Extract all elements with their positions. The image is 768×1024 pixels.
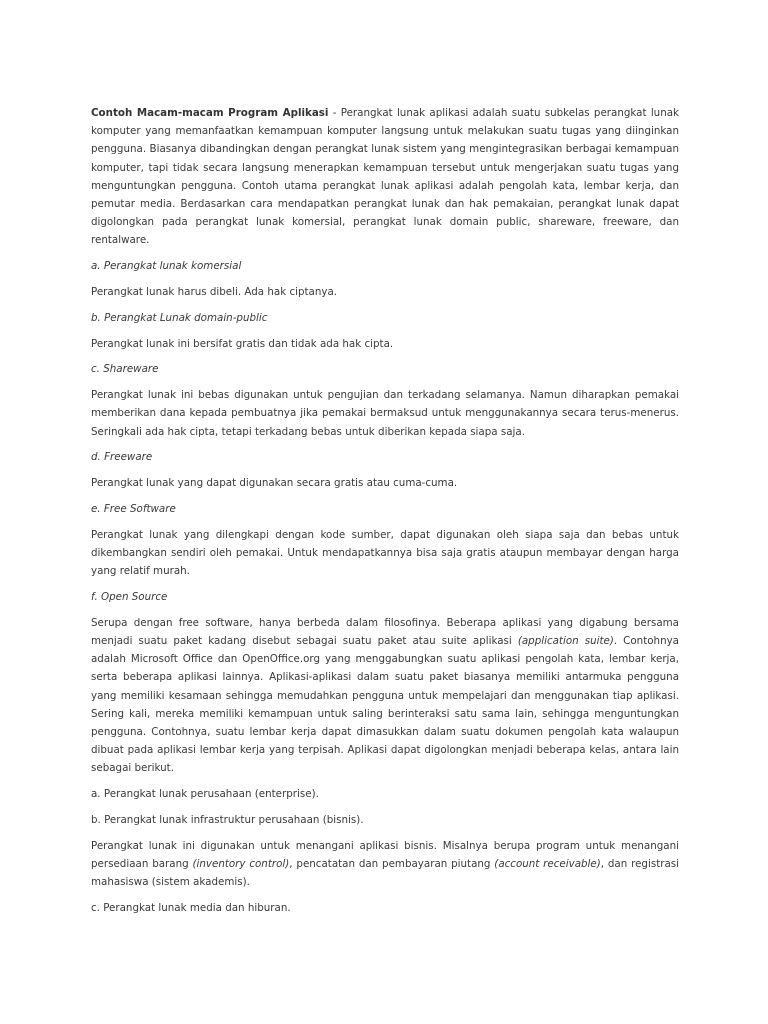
class-b-text-3: , dan registrasi mahasiswa (sistem akademis). <box>91 858 680 889</box>
open-source-text-1: Serupa dengan free software, hanya berbeda dalam filosofinya. Beberapa aplikasi yang digabung bersama menjadi suatu paket kadang disebut sebagai suatu paket atau suite aplikasi <box>91 616 679 647</box>
open-source-italic: (application suite) <box>517 635 614 647</box>
section-d-text: Perangkat lunak yang dapat digunakan secara gratis atau cuma-cuma. <box>91 477 458 490</box>
class-b-italic-1: (inventory control) <box>192 858 290 871</box>
document-body <box>91 104 679 925</box>
class-a-item: a. Perangkat lunak perusahaan (enterprise). <box>91 788 319 801</box>
section-e-text: Perangkat lunak yang dilengkapi dengan kode sumber, dapat digunakan oleh siapa saja dan bebas untuk dikembangkan sendiri oleh pemakai. Untuk mendapatkannya bisa saja gratis ataupun membayar dengan harga yang relatif murah. <box>91 528 679 578</box>
section-a-label: a. Perangkat lunak komersial <box>91 260 242 273</box>
section-c-text: Perangkat lunak ini bebas digunakan untuk pengujian dan terkadang selamanya. Namun diharapkan pemakai memberikan dana kepada pembuatnya jika pemakai bermaksud untuk menggunakannya secara terus-menerus. Seringkali ada hak cipta, tetapi terkadang bebas untuk diberikan kepada siapa saja. <box>91 389 679 438</box>
open-source-paragraph <box>91 614 679 778</box>
section-b-label: b. Perangkat Lunak domain-public <box>91 311 268 324</box>
section-a-text: Perangkat lunak harus dibeli. Ada hak ciptanya. <box>91 286 338 299</box>
section-e-label: e. Free Software <box>91 503 176 515</box>
open-source-text-2: . Contohnya adalah Microsoft Office dan OpenOffice.org yang menggabungkan suatu aplikasi pengolah kata, lembar kerja, serta beberapa aplikasi lainnya. Aplikasi-aplikasi dalam suatu paket biasanya memiliki antarmuka pengguna yang memiliki kesamaan sehingga memudahkan pengguna untuk mempelajari dan menggunakan tiap aplikasi. Sering kali, mereka memiliki kemampuan untuk saling berinteraksi satu sama lain, sehingga menguntungkan pengguna. Contohnya, suatu lembar kerja dapat dimasukkan dalam suatu dokumen pengolah kata walaupun dibuat pada aplikasi lembar kerja yang terpisah. Aplikasi dapat digolongkan menjadi beberapa kelas, antara lain sebagai berikut. <box>91 635 679 775</box>
section-c-label: c. Shareware <box>91 363 159 376</box>
class-b-text-2: , pencatatan dan pembayaran piutang <box>289 858 495 871</box>
class-b-description <box>91 837 679 892</box>
class-c-item: c. Perangkat lunak media dan hiburan. <box>91 902 291 915</box>
class-b-italic-2: (account receivable) <box>494 858 601 871</box>
section-f-label: f. Open Source <box>91 591 168 603</box>
section-d-label: d. Freeware <box>91 451 153 464</box>
section-b-text: Perangkat lunak ini bersifat gratis dan tidak ada hak cipta. <box>91 337 394 350</box>
class-b-item: b. Perangkat lunak infrastruktur perusahaan (bisnis). <box>91 814 364 827</box>
class-b-text-1: Perangkat lunak ini digunakan untuk menangani aplikasi bisnis. Misalnya berupa program untuk menangani persediaan barang <box>91 839 679 871</box>
intro-paragraph <box>91 104 679 250</box>
intro-text: Perangkat lunak aplikasi adalah suatu subkelas perangkat lunak komputer yang memanfaatkan kemampuan komputer langsung untuk melakukan suatu tugas yang diinginkan pengguna. Biasanya dibandingkan dengan perangkat lunak sistem yang mengintegrasikan berbagai kemampuan komputer, tapi tidak secara langsung menerapkan kemampuan tersebut untuk mengerjakan suatu tugas yang menguntungkan pengguna. Contoh utama perangkat lunak aplikasi adalah pengolah kata, lembar kerja, dan pemutar media. Berdasarkan cara mendapatkan perangkat lunak dan hak pemakaian, perangkat lunak dapat digolongkan pada perangkat lunak komersial, perangkat lunak domain public, shareware, freeware, dan rentalware. <box>91 107 679 247</box>
document-title: Contoh Macam-macam Program Aplikasi <box>91 107 329 119</box>
title-separator: - <box>328 107 341 119</box>
